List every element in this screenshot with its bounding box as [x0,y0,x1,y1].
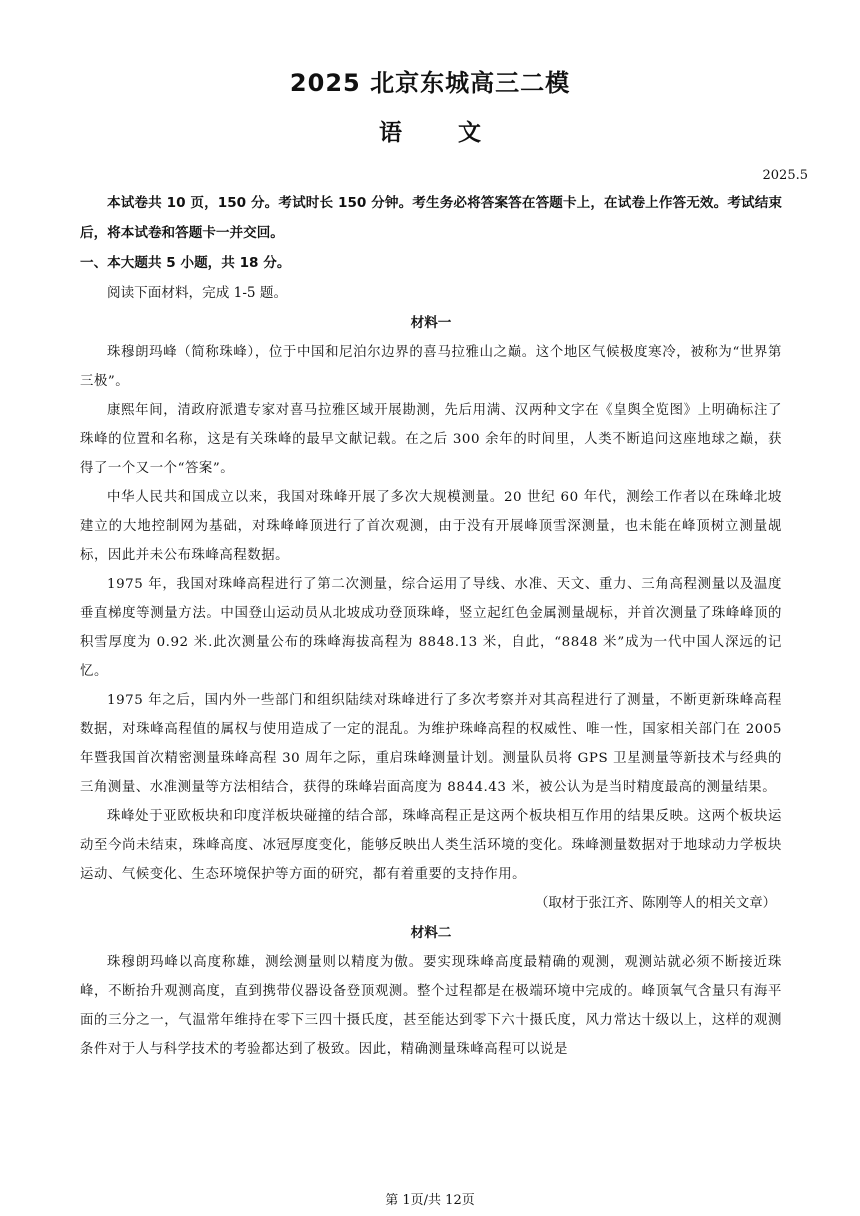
material-1-title: 材料一 [410,315,452,331]
material-1-paragraph: 康熙年间，清政府派遣专家对喜马拉雅区域开展勘测，先后用满、汉两种文字在《皇舆全览图》上明确标注了珠峰的位置和名称，这是有关珠峰的最早文献记载。在之后 300 余年的时间里，人类不断追问这座地球之巅，获得了一个又一个“答案”。 [80,403,782,476]
section-1-intro: 阅读下面材料，完成 1-5 题。 [107,285,288,301]
material-1-paragraph: 珠峰处于亚欧板块和印度洋板块碰撞的结合部，珠峰高程正是这两个板块相互作用的结果反映。这两个板块运动至今尚未结束，珠峰高度、冰冠厚度变化，能够反映出人类生活环境的变化。珠峰测量数据对于地球动力学板块运动、气候变化、生态环境保护等方面的研究，都有着重要的支持作用。 [80,809,782,882]
material-1-paragraph: 中华人民共和国成立以来，我国对珠峰开展了多次大规模测量。20 世纪 60 年代，测绘工作者以在珠峰北坡建立的大地控制网为基础，对珠峰峰顶进行了首次观测，由于没有开展峰顶雪深测量，也未能在峰顶树立测量觇标，因此并未公布珠峰高程数据。 [80,490,782,563]
exam-content [80,188,782,1064]
exam-date: 2025.5 [762,168,808,183]
material-2-title: 材料二 [410,925,452,941]
material-1-paragraph: 1975 年之后，国内外一些部门和组织陆续对珠峰进行了多次考察并对其高程进行了测量，不断更新珠峰高程数据，对珠峰高程值的属权与使用造成了一定的混乱。为维护珠峰高程的权威性、唯一性，国家相关部门在 2005 年暨我国首次精密测量珠峰高程 30 周年之际，重启珠峰测量计划。测量队员将 GPS 卫星测量等新技术与经典的三角测量、水准测量等方法相结合，获得的珠峰岩面高度为 8844.43 米，被公认为是当时精度最高的测量结果。 [80,693,782,795]
section-1-title: 一、本大题共 5 小题，共 18 分。 [80,255,291,271]
material-1-paragraph: 珠穆朗玛峰（简称珠峰），位于中国和尼泊尔边界的喜马拉雅山之巅。这个地区气候极度寒冷，被称为“世界第三极”。 [80,345,782,389]
material-1-source: （取材于张江齐、陈刚等人的相关文章） [534,896,776,911]
exam-notice: 本试卷共 10 页，150 分。考试时长 150 分钟。考生务必将答案答在答题卡上，在试卷上作答无效。考试结束后，将本试卷和答题卡一并交回。 [80,195,782,241]
exam-title: 2025 北京东城高三二模 [289,69,571,97]
material-1-paragraph: 1975 年，我国对珠峰高程进行了第二次测量，综合运用了导线、水准、天文、重力、三角高程测量以及温度垂直梯度等测量方法。中国登山运动员从北坡成功登顶珠峰，竖立起红色金属测量觇标，并首次测量了珠峰峰顶的积雪厚度为 0.92 米.此次测量公布的珠峰海拔高程为 8848.13 米，自此，“8848 米”成为一代中国人深远的记忆。 [80,577,782,679]
material-2-paragraph: 珠穆朗玛峰以高度称雄，测绘测量则以精度为傲。要实现珠峰高度最精确的观测，观测站就必须不断接近珠峰，不断抬升观测高度，直到携带仪器设备登顶观测。整个过程都是在极端环境中完成的。峰顶氧气含量只有海平面的三分之一，气温常年维持在零下三四十摄氏度，甚至能达到零下六十摄氏度，风力常达十级以上，这样的观测条件对于人与科学技术的考验都达到了极致。因此，精确测量珠峰高程可以说是 [80,955,782,1057]
page-number: 第 1页/共 12页 [385,1193,475,1208]
subject-title: 语文 [379,120,537,146]
